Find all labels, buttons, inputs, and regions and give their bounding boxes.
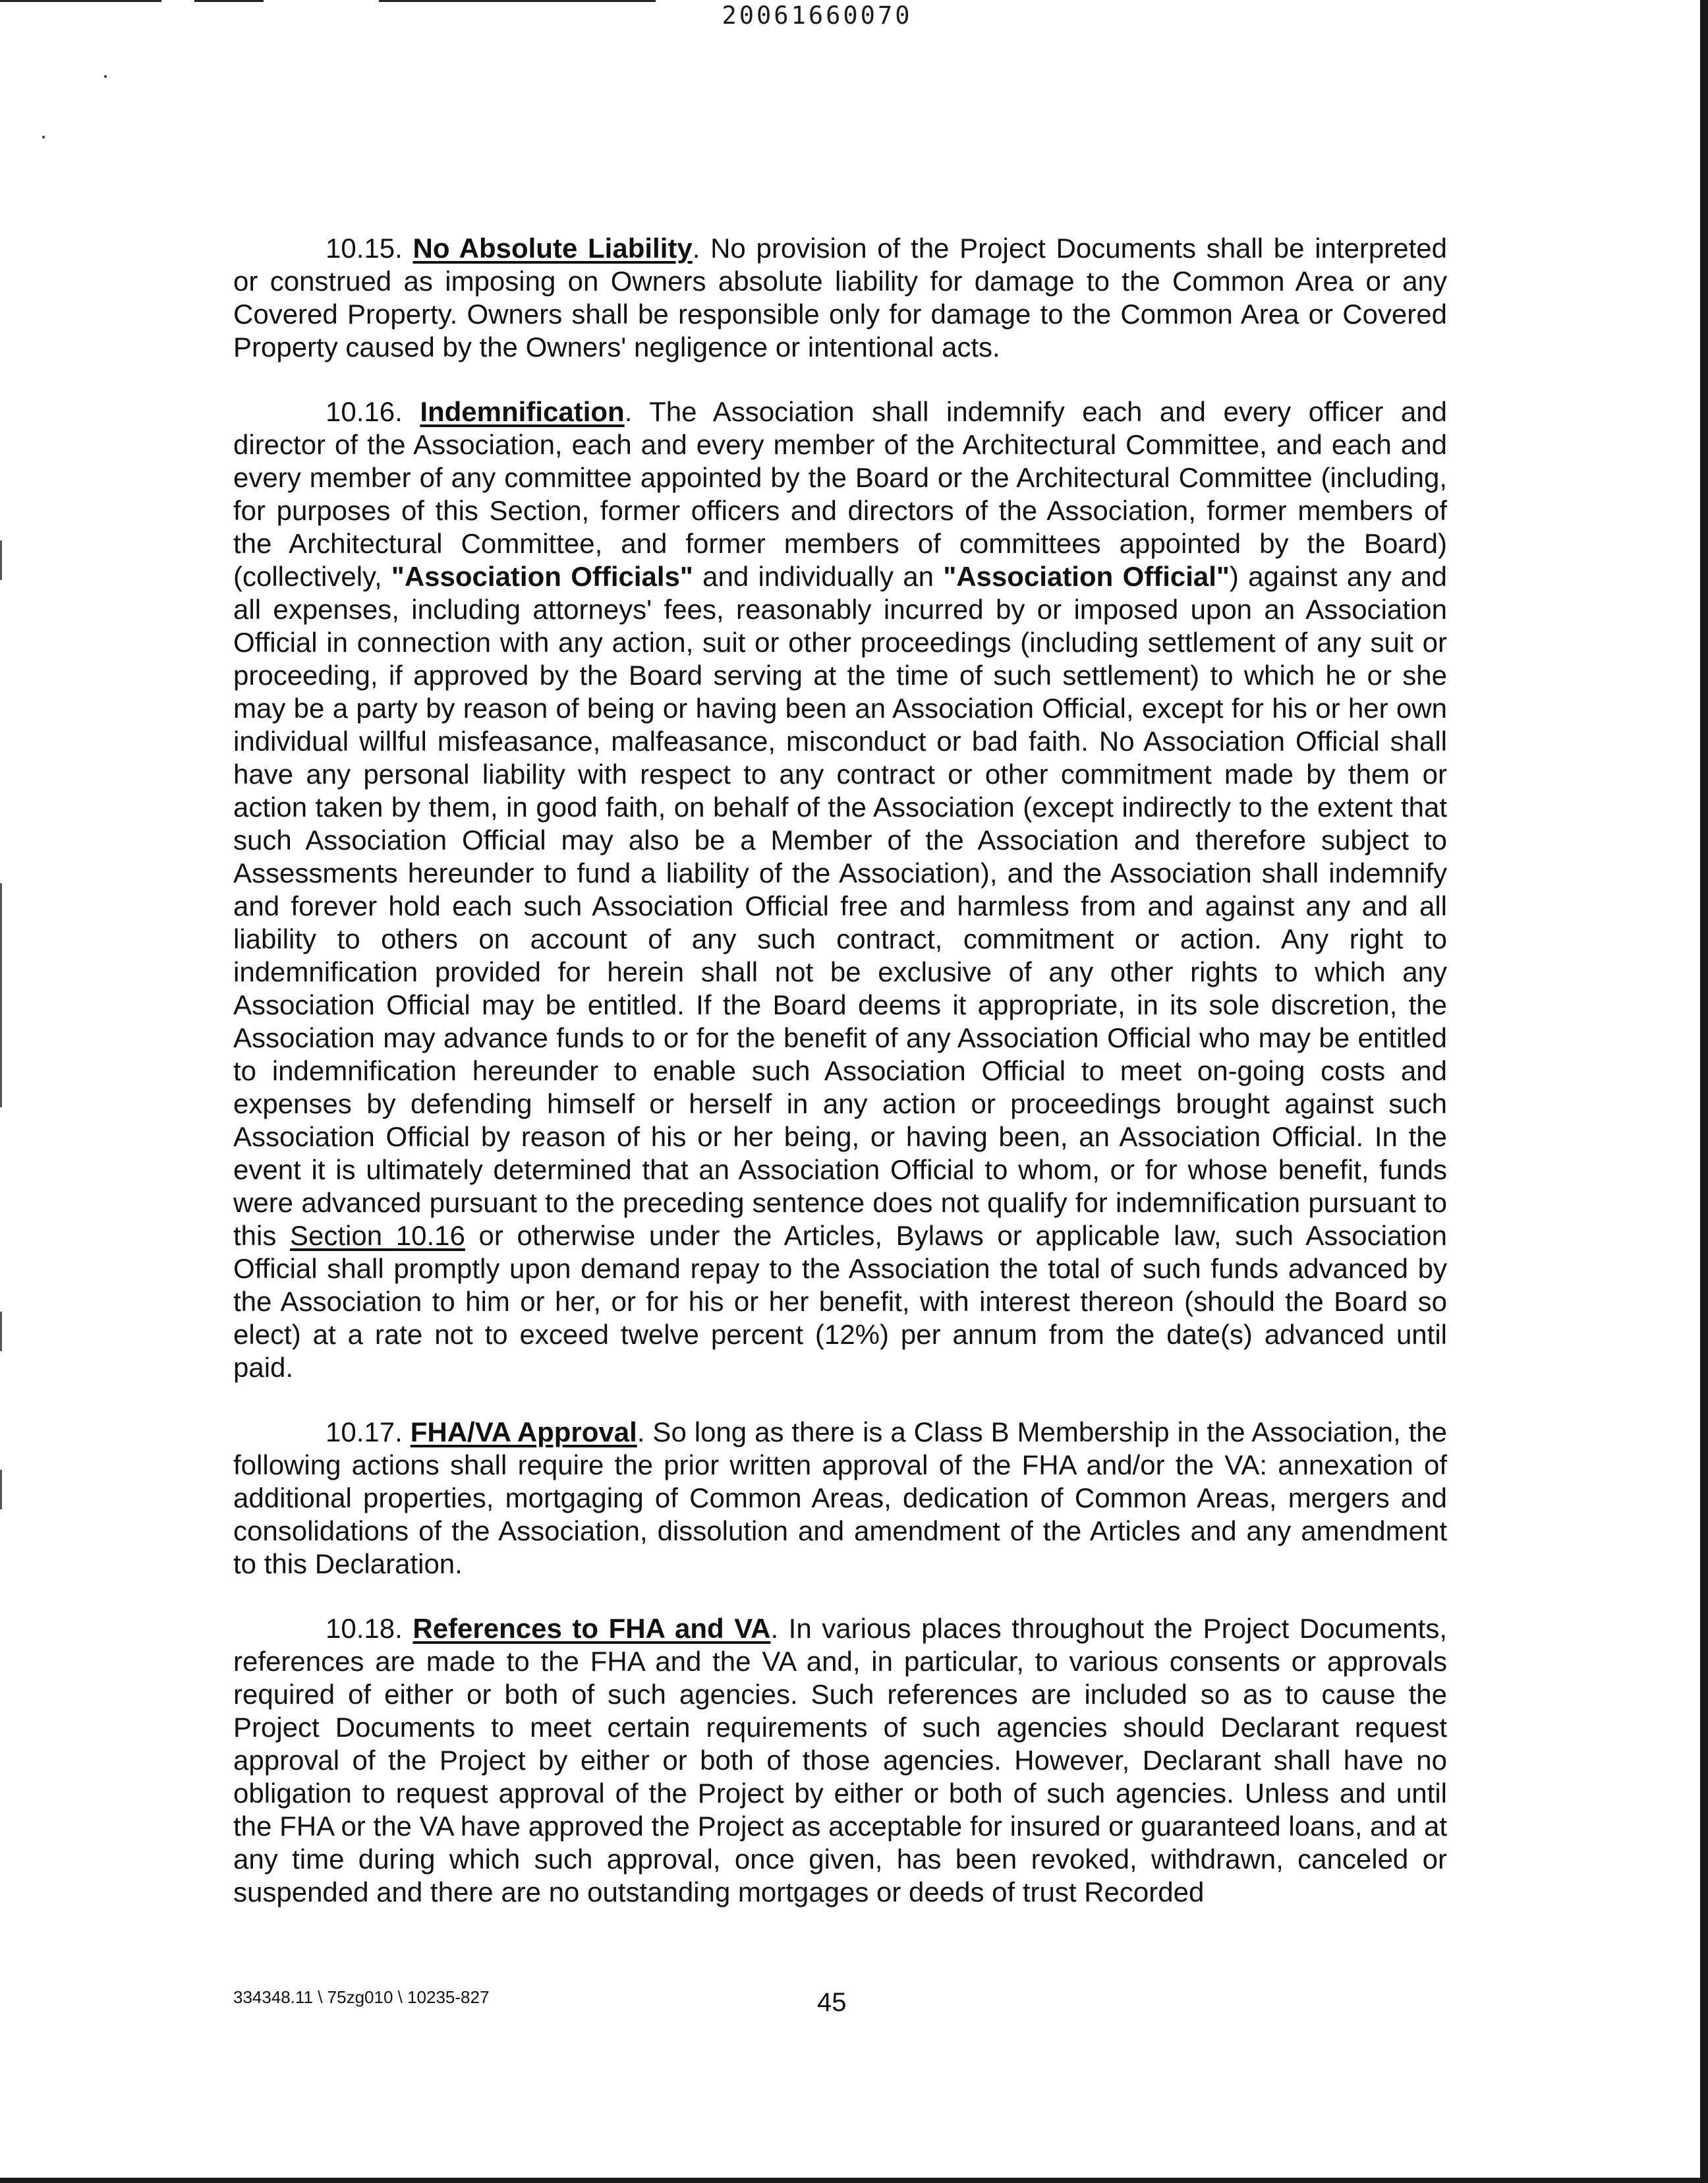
scan-margin-bar	[0, 1312, 2, 1351]
section-body: . The Association shall indemnify each and every officer and director of the Association, each and every member of the Architectural Committee, and each and every member of any committee appointed by the Board or the Architectural Committee (including, for purposes of this Section, former officers and directors of the Association, former members of the Architectural Committee, and former members of committees appointed by the Board) (collectively,	[233, 396, 1447, 592]
scan-margin-bar	[0, 540, 2, 580]
section-number: 10.15.	[326, 233, 403, 264]
footer-document-id: 334348.11 \ 75zg010 \ 10235-827	[233, 1987, 490, 2007]
scan-bottom-edge	[0, 2178, 1708, 2183]
section-heading: References to FHA and VA	[413, 1613, 771, 1644]
section-heading: No Absolute Liability	[413, 233, 693, 264]
section-10-17	[233, 1416, 1447, 1581]
section-reference: Section 10.16	[290, 1220, 465, 1251]
section-10-18	[233, 1612, 1447, 1909]
scan-margin-bar	[0, 1470, 2, 1509]
page-number: 45	[817, 1988, 847, 2017]
section-body: or otherwise under the Articles, Bylaws or applicable law, such Association Official shall promptly upon demand repay to the Association the total of such funds advanced by the Association to him or her, or for his or her benefit, with interest thereon (should the Board so elect) at a rate not to exceed twelve percent (12%) per annum from the date(s) advanced until paid.	[233, 1220, 1447, 1383]
section-10-15	[233, 232, 1447, 364]
scan-speck	[42, 136, 45, 138]
section-body: and individually an	[693, 561, 944, 592]
scan-margin-bar	[0, 883, 2, 1107]
section-body: . In various places throughout the Project Documents, references are made to the FHA and the VA and, in particular, to various consents or approvals required of either or both of such agencies. Such references are included so as to cause the Project Documents to meet certain requirements of such agencies should Declarant request approval of the Project by either or both of those agencies. However, Declarant shall have no obligation to request approval of the Project by either or both of such agencies. Unless and until the FHA or the VA have approved the Project as acceptable for insured or guaranteed loans, and at any time during which such approval, once given, has been revoked, withdrawn, canceled or suspended and there are no outstanding mortgages or deeds of trust Recorded	[233, 1613, 1447, 1907]
document-number: 20061660070	[722, 1, 913, 30]
document-body	[233, 232, 1447, 1940]
scan-right-edge	[1700, 0, 1708, 2183]
section-body: ) against any and all expenses, including attorneys' fees, reasonably incurred by or imposed upon an Association Official in connection with any action, suit or other proceedings (including settlement of any suit or proceeding, if approved by the Board serving at the time of such settlement) to which he or she may be a party by reason of being or having been an Association Official, except for his or her own individual willful misfeasance, malfeasance, misconduct or bad faith. No Association Official shall have any personal liability with respect to any contract or other commitment made by them or action taken by them, in good faith, on behalf of the Association (except indirectly to the extent that such Association Official may also be a Member of the Association and therefore subject to Assessments hereunder to fund a liability of the Association), and the Association shall indemnify and forever hold each such Association Official free and harmless from and against any and all liability to others on account of any such contract, commitment or action. Any right to indemnification provided for herein shall not be exclusive of any other rights to which any Association Official may be entitled. If the Board deems it appropriate, in its sole discretion, the Association may advance funds to or for the benefit of any Association Official who may be entitled to indemnification hereunder to enable such Association Official to meet on-going costs and expenses by defending himself or herself in any action or proceedings brought against such Association Official by reason of his or her being, or having been, an Association Official. In the event it is ultimately determined that an Association Official to whom, or for whose benefit, funds were advanced pursuant to the preceding sentence does not qualify for indemnification pursuant to this	[233, 561, 1448, 1251]
defined-term: "Association Official"	[943, 561, 1230, 592]
section-heading: FHA/VA Approval	[410, 1416, 637, 1447]
section-number: 10.16.	[326, 396, 403, 427]
scan-speck	[104, 75, 107, 78]
section-heading: Indemnification	[420, 396, 625, 427]
defined-term: "Association Officials"	[391, 561, 693, 592]
section-body: . No provision of the Project Documents shall be interpreted or construed as imposing on Owners absolute liability for damage to the Common Area or any Covered Property. Owners shall be responsible only for damage to the Common Area or Covered Property caused by the Owners' negligence or intentional acts.	[233, 233, 1448, 363]
section-number: 10.17.	[326, 1416, 403, 1447]
section-10-16	[233, 395, 1447, 1384]
section-number: 10.18.	[326, 1613, 403, 1644]
section-body: . So long as there is a Class B Membership in the Association, the following actions shall require the prior written approval of the FHA and/or the VA: annexation of additional properties, mortgaging of Common Areas, dedication of Common Areas, mergers and consolidations of the Association, dissolution and amendment of the Articles and any amendment to this Declaration.	[233, 1416, 1448, 1579]
